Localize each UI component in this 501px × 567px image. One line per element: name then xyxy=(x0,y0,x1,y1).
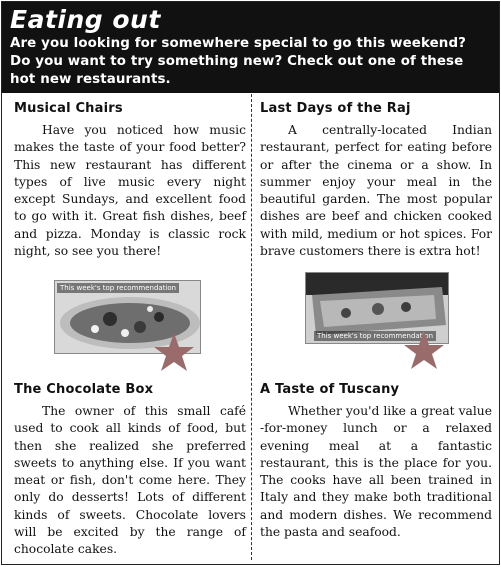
intro-text: Are you looking for somewhere special to go this weekend? Do you want to try something new? Check out one of these hot new restaurants. xyxy=(10,36,466,87)
restaurant-name: Last Days of the Raj xyxy=(260,101,411,116)
restaurant-name: Musical Chairs xyxy=(14,101,123,116)
recommendation-label: This week's top recommendation xyxy=(57,283,179,293)
header-banner xyxy=(2,2,499,93)
article-page xyxy=(1,1,500,565)
restaurant-description: The owner of this small café used to cook all kinds of food, but then she realized she preferred sweets to anything else. If you want meat or fish, don't come here. They only do desserts! Lots of different kinds of sweets. Chocolate lovers will be excited by the range of chocolate cakes. xyxy=(14,404,246,557)
restaurant-a-taste-of-tuscany xyxy=(260,382,492,541)
restaurant-description: Have you noticed how music makes the taste of your food better? This new restaurant has different types of live music every night except Sundays, and excellent food to go with it. Great fish dishes, beef and pizza. Monday is classic rock night, so see you there! xyxy=(14,123,246,259)
restaurant-the-chocolate-box xyxy=(14,382,246,559)
star-icon xyxy=(402,330,446,372)
column-divider xyxy=(251,94,252,560)
restaurant-description: A centrally-located Indian restaurant, perfect for eating before or after the cinema or a show. In summer enjoy your meal in the beautiful garden. The most popular dishes are beef and chicken cooked with mild, medium or hot spices. For brave customers there is extra hot! xyxy=(260,123,492,259)
restaurant-last-days-of-the-raj xyxy=(260,101,492,260)
page-title: Eating out xyxy=(10,5,161,34)
recommendation-label: This week's top recommendation xyxy=(314,331,436,341)
restaurant-name: A Taste of Tuscany xyxy=(260,382,400,397)
star-icon xyxy=(152,332,196,374)
restaurant-musical-chairs xyxy=(14,101,246,260)
restaurant-name: The Chocolate Box xyxy=(14,382,154,397)
restaurant-description: Whether you'd like a great value -for-money lunch or a relaxed evening meal at a fantastic restaurant, this is the place for you. The cooks have all been trained in Italy and they make both traditional and modern dishes. We recommend the pasta and seafood. xyxy=(260,404,492,540)
